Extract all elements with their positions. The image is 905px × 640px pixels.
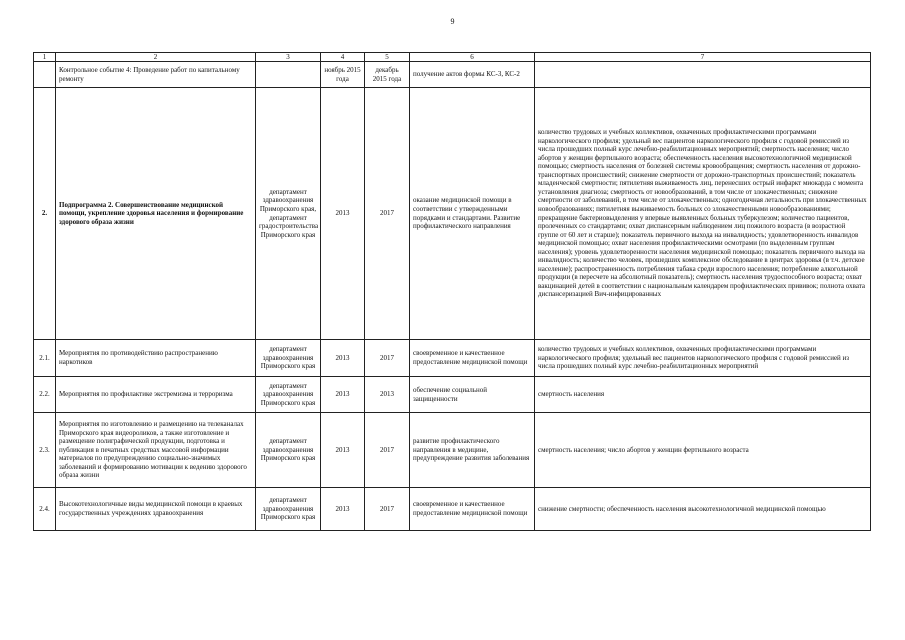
table-row xyxy=(34,377,871,413)
column-number: 6 xyxy=(410,53,535,62)
end-date: 2013 xyxy=(365,377,410,413)
executor: департамент здравоохранения Приморского края xyxy=(256,488,321,531)
page-number: 9 xyxy=(450,17,455,26)
start-date: 2013 xyxy=(321,340,365,377)
row-number: 2.2. xyxy=(34,377,56,413)
activity-name: Мероприятия по профилактике экстремизма и терроризма xyxy=(56,377,256,413)
indicators: смертность населения xyxy=(535,377,871,413)
program-activities-table xyxy=(33,52,871,531)
indicators: смертность населения; число абортов у женщин фертильного возраста xyxy=(535,413,871,488)
activity-name: Высокотехнологичные виды медицинской помощи в краевых государственных учреждениях здравоохранения xyxy=(56,488,256,531)
column-number: 5 xyxy=(365,53,410,62)
end-date: 2017 xyxy=(365,413,410,488)
column-number: 4 xyxy=(321,53,365,62)
start-date: 2013 xyxy=(321,377,365,413)
table-row xyxy=(34,88,871,340)
indicators: количество трудовых и учебных коллективов, охваченных профилактическими программами наркологического профиля; удельный вес пациентов наркологического профиля с годовой ремиссией из числа прошедших полный курс лечебно-реабилитационных мероприятий xyxy=(535,340,871,377)
expected-result: обеспечение социальной защищенности xyxy=(410,377,535,413)
expected-result: своевременное и качественное предоставление медицинской помощи xyxy=(410,340,535,377)
start-date: 2013 xyxy=(321,488,365,531)
indicators: снижение смертности; обеспеченность населения высокотехнологичной медицинской помощью xyxy=(535,488,871,531)
table-row xyxy=(34,488,871,531)
start-date: ноябрь 2015 года xyxy=(321,62,365,88)
end-date: 2017 xyxy=(365,88,410,340)
indicators: количество трудовых и учебных коллективов, охваченных профилактическими программами наркологического профиля; удельный вес пациентов наркологического профиля с годовой ремиссией из числа прошедших полный курс лечебно-реабилитационных мероприятий; смертность населения; число абортов у женщин фертильного возраста; обеспеченность населения высокотехнологичной медицинской помощью; смертность населения от болезней системы кровообращения; смертность населения от дорожно-транспортных происшествий; снижение смертности от дорожно-транспортных происшествий; показатель младенческой смертности; пятилетняя выживаемость лиц, перенесших острый инфаркт миокарда с момента установления диагноза; смертность от новообразований, в том числе от злокачественных; снижение смертности от заболеваний, в том числе от злокачественных; одногодичная летальность при злокачественных новообразованиях; пятилетняя выживаемость больных со злокачественными новообразованиями; прекращение бактериовыделения у впервые выявленных больных туберкулезом; количество пациентов, пролеченных со стандартами; охват диспансерным наблюдением лиц пожилого возраста (в возрастной группе от 60 лет и старше); показатель первичного выхода на инвалидность; удовлетворенность инвалидов медицинской помощью; охват населения профилактическими осмотрами (по выделенным группам населения); уровень удовлетворенности населения медицинской помощью; показатель первичного выхода на инвалидность; количество человек, прошедших комплексное обследование в центрах здоровья (в т.ч. детское население); распространенность потребления табака среди взрослого населения; потребление алкогольной продукции (в пересчете на абсолютный показатель); смертность населения трудоспособного возраста; охват вакцинацией детей в соответствии с национальным календарем профилактических прививок; полнота охвата диспансеризацией Вич-инфицированных xyxy=(535,88,871,340)
row-number: 2.1. xyxy=(34,340,56,377)
end-date: декабрь 2015 года xyxy=(365,62,410,88)
table-row xyxy=(34,340,871,377)
executor: департамент здравоохранения Приморского края, департамент градостроительства Приморского края xyxy=(256,88,321,340)
column-number: 2 xyxy=(56,53,256,62)
activity-name: Мероприятия по изготовлению и размещению на телеканалах Приморского края видеороликов, а также изготовление и размещение полиграфической продукции, подготовка и публикация в печатных средствах массовой информации материалов по предупреждению социально-значимых заболеваний и формированию мотивации к ведению здорового образа жизни xyxy=(56,413,256,488)
activity-name: Контрольное событие 4: Проведение работ по капитальному ремонту xyxy=(56,62,256,88)
executor: департамент здравоохранения Приморского края xyxy=(256,377,321,413)
row-number: 2. xyxy=(34,88,56,340)
executor xyxy=(256,62,321,88)
row-number: 2.3. xyxy=(34,413,56,488)
column-number: 7 xyxy=(535,53,871,62)
start-date: 2013 xyxy=(321,88,365,340)
end-date: 2017 xyxy=(365,340,410,377)
indicators xyxy=(535,62,871,88)
row-number: 2.4. xyxy=(34,488,56,531)
column-number: 1 xyxy=(34,53,56,62)
executor: департамент здравоохранения Приморского края xyxy=(256,340,321,377)
row-number xyxy=(34,62,56,88)
expected-result: оказание медицинской помощи в соответствии с утвержденными порядками и стандартами. Развитие профилактического направления xyxy=(410,88,535,340)
expected-result: развитие профилактического направления в медицине, предупреждение развития заболевания xyxy=(410,413,535,488)
table-row xyxy=(34,413,871,488)
activity-name: Подпрограмма 2. Совершенствование медицинской помощи, укрепление здоровья населения и формирование здорового образа жизни xyxy=(56,88,256,340)
table-row xyxy=(34,62,871,88)
activity-name: Мероприятия по противодействию распространению наркотиков xyxy=(56,340,256,377)
column-number-row xyxy=(34,53,871,62)
end-date: 2017 xyxy=(365,488,410,531)
expected-result: своевременное и качественное предоставление медицинской помощи xyxy=(410,488,535,531)
column-number: 3 xyxy=(256,53,321,62)
expected-result: получение актов формы КС-3, КС-2 xyxy=(410,62,535,88)
executor: департамент здравоохранения Приморского края xyxy=(256,413,321,488)
start-date: 2013 xyxy=(321,413,365,488)
